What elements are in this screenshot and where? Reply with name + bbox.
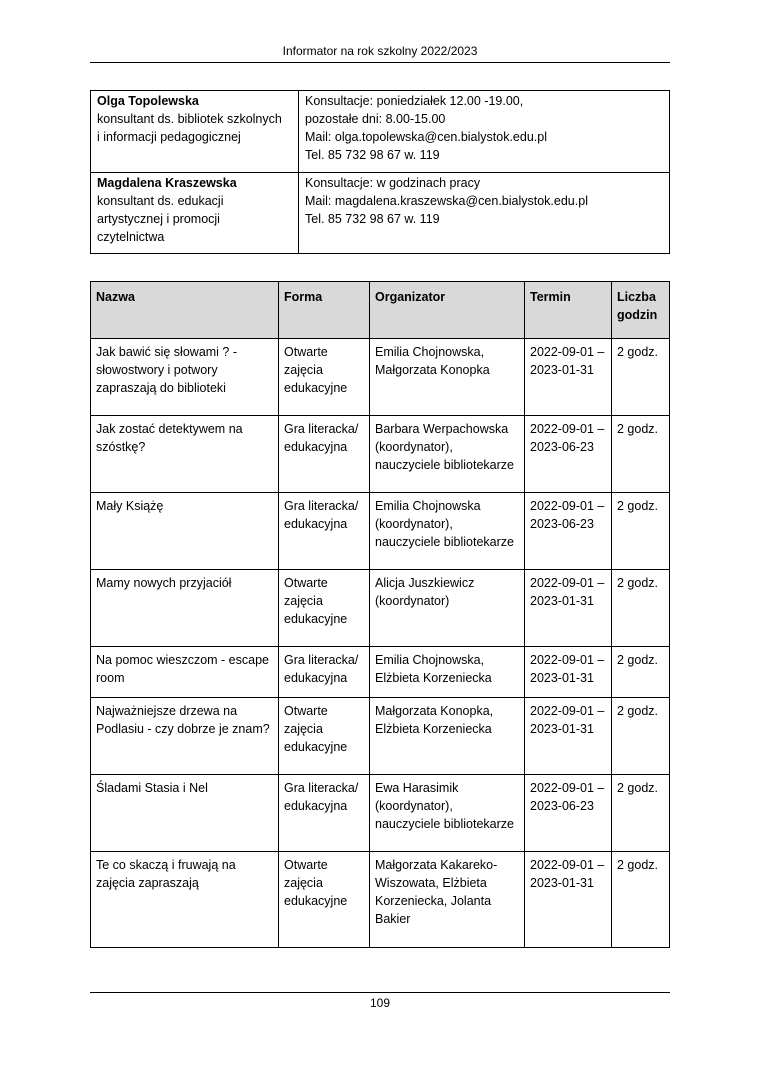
cell-nazwa: Śladami Stasia i Nel [91,775,279,852]
contact-info-cell [299,91,670,173]
cell-godziny: 2 godz. [612,570,670,647]
contact-row [91,91,670,173]
contact-info-cell [299,173,670,254]
cell-organizator: Emilia Chojnowska, Elżbieta Korzeniecka [370,647,525,698]
cell-forma: Otwarte zajęcia edukacyjne [279,698,370,775]
cell-godziny: 2 godz. [612,647,670,698]
cell-termin: 2022-09-01 – 2023-01-31 [525,698,612,775]
table-header-row [91,282,670,339]
cell-forma: Otwarte zajęcia edukacyjne [279,339,370,416]
table-row [91,647,670,698]
cell-organizator: Emilia Chojnowska, Małgorzata Konopka [370,339,525,416]
table-row [91,416,670,493]
contact-role-line: konsultant ds. edukacji [97,194,224,208]
footer-rule [90,992,670,993]
page-header: Informator na rok szkolny 2022/2023 [282,44,478,58]
cell-forma: Gra literacka/ edukacyjna [279,775,370,852]
cell-forma: Otwarte zajęcia edukacyjne [279,570,370,647]
contact-name: Olga Topolewska [97,94,199,108]
cell-forma: Gra literacka/ edukacyjna [279,647,370,698]
cell-organizator: Małgorzata Kakareko-Wiszowata, Elżbieta Korzeniecka, Jolanta Bakier [370,852,525,948]
cell-termin: 2022-09-01 – 2023-06-23 [525,416,612,493]
events-table [90,281,670,948]
contacts-table [90,90,670,254]
contact-phone: Tel. 85 732 98 67 w. 119 [305,212,440,226]
cell-forma: Gra literacka/ edukacyjna [279,493,370,570]
table-row [91,493,670,570]
cell-godziny: 2 godz. [612,775,670,852]
cell-nazwa: Jak zostać detektywem na szóstkę? [91,416,279,493]
contact-role-line: czytelnictwa [97,230,165,244]
contact-role-line: konsultant ds. bibliotek szkolnych [97,112,282,126]
column-header-liczba-godzin: Liczba godzin [612,282,670,339]
table-row [91,852,670,948]
contact-row [91,173,670,254]
cell-termin: 2022-09-01 – 2023-01-31 [525,570,612,647]
table-row [91,698,670,775]
contact-hours: Konsultacje: w godzinach pracy [305,176,481,190]
cell-organizator: Alicja Juszkiewicz (koordynator) [370,570,525,647]
cell-forma: Otwarte zajęcia edukacyjne [279,852,370,948]
cell-godziny: 2 godz. [612,852,670,948]
cell-nazwa: Mały Książę [91,493,279,570]
contact-role-line: artystycznej i promocji [97,212,220,226]
cell-godziny: 2 godz. [612,339,670,416]
contact-role-line: i informacji pedagogicznej [97,130,241,144]
cell-termin: 2022-09-01 – 2023-01-31 [525,647,612,698]
table-row [91,570,670,647]
cell-godziny: 2 godz. [612,698,670,775]
cell-forma: Gra literacka/ edukacyjna [279,416,370,493]
column-header-forma: Forma [279,282,370,339]
contact-email: Mail: magdalena.kraszewska@cen.bialystok.edu.pl [305,194,588,208]
cell-godziny: 2 godz. [612,493,670,570]
cell-nazwa: Mamy nowych przyjaciół [91,570,279,647]
cell-nazwa: Te co skaczą i fruwają na zajęcia zapraszają [91,852,279,948]
cell-organizator: Małgorzata Konopka, Elżbieta Korzeniecka [370,698,525,775]
cell-godziny: 2 godz. [612,416,670,493]
contact-name: Magdalena Kraszewska [97,176,237,190]
header-rule [90,62,670,63]
cell-nazwa: Najważniejsze drzewa na Podlasiu - czy dobrze je znam? [91,698,279,775]
cell-termin: 2022-09-01 – 2023-01-31 [525,339,612,416]
contact-email: Mail: olga.topolewska@cen.bialystok.edu.pl [305,130,547,144]
cell-nazwa: Jak bawić się słowami ? - słowostwory i potwory zapraszają do biblioteki [91,339,279,416]
contact-hours: Konsultacje: poniedziałek 12.00 -19.00, [305,94,524,108]
contact-person-cell [91,173,299,254]
contact-hours: pozostałe dni: 8.00-15.00 [305,112,446,126]
contact-person-cell [91,91,299,173]
cell-organizator: Emilia Chojnowska (koordynator), nauczyciele bibliotekarze [370,493,525,570]
table-row [91,339,670,416]
cell-termin: 2022-09-01 – 2023-06-23 [525,775,612,852]
cell-organizator: Barbara Werpachowska (koordynator), nauczyciele bibliotekarze [370,416,525,493]
table-row [91,775,670,852]
column-header-organizator: Organizator [370,282,525,339]
page-number: 109 [369,996,391,1010]
cell-organizator: Ewa Harasimik (koordynator), nauczyciele bibliotekarze [370,775,525,852]
column-header-nazwa: Nazwa [91,282,279,339]
cell-termin: 2022-09-01 – 2023-06-23 [525,493,612,570]
cell-termin: 2022-09-01 – 2023-01-31 [525,852,612,948]
column-header-termin: Termin [525,282,612,339]
contact-phone: Tel. 85 732 98 67 w. 119 [305,148,440,162]
cell-nazwa: Na pomoc wieszczom - escape room [91,647,279,698]
